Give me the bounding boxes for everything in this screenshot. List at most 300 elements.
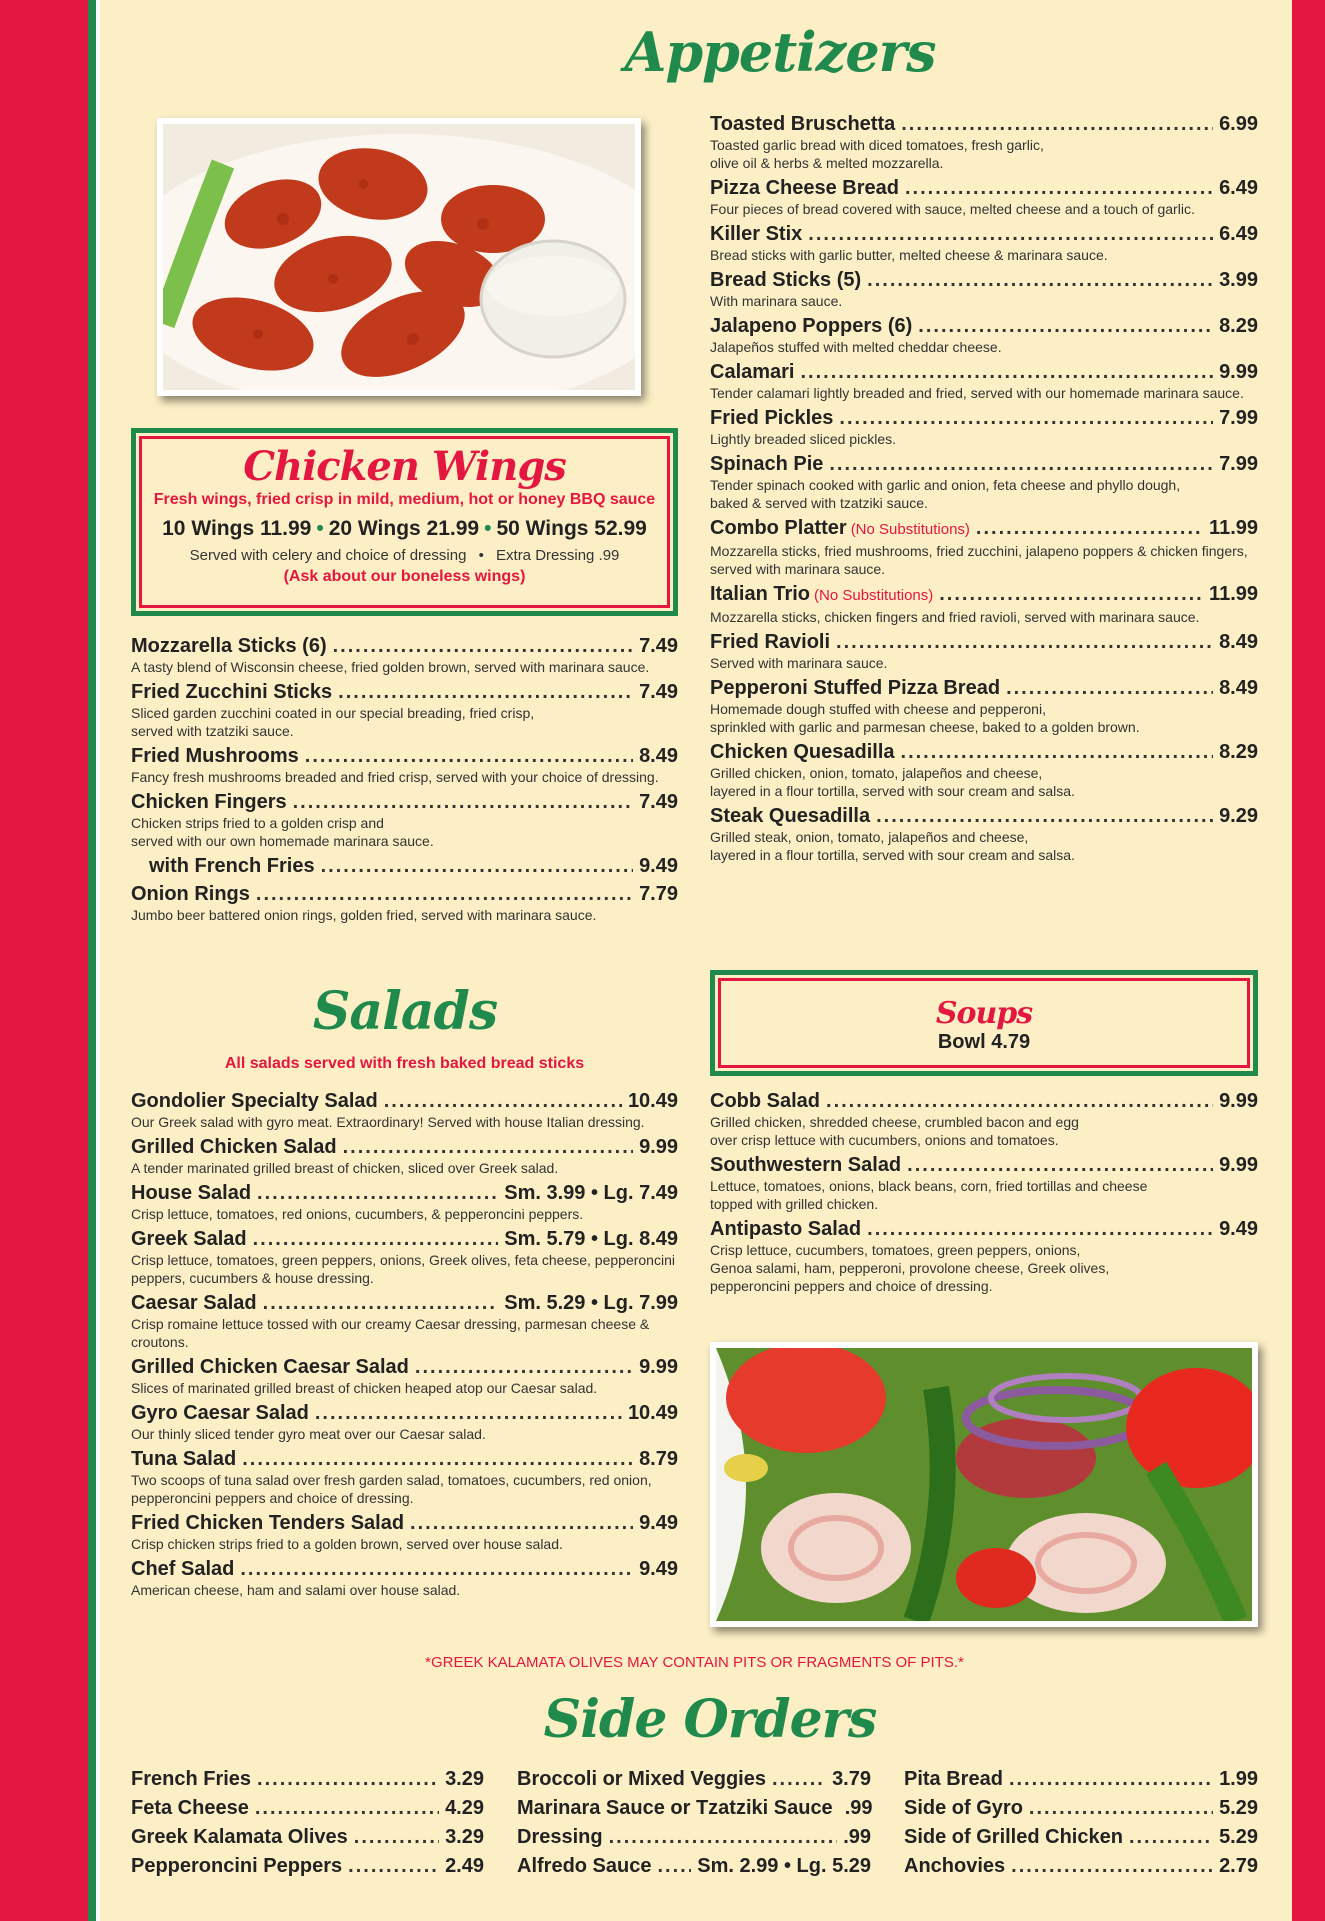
dot-leader: [939, 582, 1203, 606]
item-price: 2.49: [445, 1855, 484, 1877]
item-name: Marinara Sauce or Tzatziki Sauce: [517, 1797, 833, 1819]
menu-item-chef-salad: [131, 1557, 678, 1599]
item-price: 11.99: [1209, 583, 1258, 605]
menu-item-pita-bread: [904, 1767, 1258, 1791]
item-description: With marinara sauce.: [710, 293, 843, 309]
menu-item-row: [131, 854, 678, 878]
item-description: Tender calamari lightly breaded and fried, served with our homemade marinara sauce.: [710, 385, 1244, 401]
item-name: Broccoli or Mixed Veggies: [517, 1768, 766, 1790]
item-name: Killer Stix: [710, 223, 803, 245]
salads-right-list: [710, 1089, 1258, 1299]
menu-item-row: [710, 740, 1258, 764]
wings-subtitle: Fresh wings, fried crisp in mild, medium, hot or honey BBQ sauce: [153, 491, 656, 508]
dot-leader: [1029, 1796, 1213, 1820]
menu-item-row: [710, 804, 1258, 828]
white-border-stripe: [96, 0, 100, 1921]
item-description: Crisp lettuce, tomatoes, green peppers, onions, Greek olives, feta cheese, pepperoncini: [131, 1252, 675, 1268]
item-name: Side of Grilled Chicken: [904, 1826, 1123, 1848]
item-name: Chicken Fingers: [131, 791, 287, 813]
item-description: Jumbo beer battered onion rings, golden fried, served with marinara sauce.: [131, 907, 597, 923]
item-name: House Salad: [131, 1182, 252, 1204]
item-name: Bread Sticks (5): [710, 269, 862, 291]
item-description: Sliced garden zucchini coated in our special breading, fried crisp,: [131, 705, 535, 721]
menu-item-row: [131, 882, 678, 906]
menu-item-bread-sticks-5: [710, 268, 1258, 310]
wings-boneless-note: (Ask about our boneless wings): [283, 568, 526, 585]
dot-leader: [257, 1767, 439, 1791]
item-description: pepperoncini peppers and choice of dressing.: [710, 1278, 993, 1294]
item-price: 3.29: [445, 1826, 484, 1848]
separator-dot: •: [316, 517, 324, 540]
item-price: Sm. 2.99 • Lg. 5.29: [697, 1855, 871, 1877]
menu-item-row: [517, 1767, 871, 1791]
menu-item-cobb-salad: [710, 1089, 1258, 1149]
soups-box: [710, 970, 1258, 1076]
menu-item-row: [131, 1796, 484, 1820]
dot-leader: [384, 1089, 622, 1113]
dot-leader: [829, 452, 1213, 476]
item-price: Sm. 5.79 • Lg. 8.49: [504, 1228, 678, 1250]
item-description: sprinkled with garlic and parmesan cheese, baked to a golden brown.: [710, 719, 1140, 735]
item-price: 1.99: [1219, 1768, 1258, 1790]
dot-leader: [976, 516, 1203, 540]
item-description: Grilled steak, onion, tomato, jalapeños and cheese,: [710, 829, 1029, 845]
item-price: 8.29: [1219, 315, 1258, 337]
item-description: peppers, cucumbers & house dressing.: [131, 1270, 374, 1286]
dot-leader: [255, 1796, 439, 1820]
item-price: 10.49: [627, 1090, 678, 1112]
menu-item-antipasto-salad: [710, 1217, 1258, 1295]
item-name: French Fries: [131, 1768, 252, 1790]
item-description: A tasty blend of Wisconsin cheese, fried golden brown, served with marinara sauce.: [131, 659, 650, 675]
sides-column-1: [131, 1767, 484, 1883]
antipasto-salad-photo: [710, 1342, 1258, 1627]
dot-leader: [901, 112, 1213, 136]
salads-title: Salads: [312, 981, 498, 1042]
menu-item-row: [710, 676, 1258, 700]
dot-leader: [315, 1401, 622, 1425]
item-price: 7.49: [639, 681, 678, 703]
menu-item-dressing: [517, 1825, 871, 1849]
item-price: 7.49: [639, 791, 678, 813]
item-name: Fried Mushrooms: [131, 745, 299, 767]
dot-leader: [609, 1825, 838, 1849]
olive-pits-note: *GREEK KALAMATA OLIVES MAY CONTAIN PITS OR FRAGMENTS OF PITS.*: [425, 1654, 964, 1671]
dot-leader: [801, 360, 1214, 384]
item-price: 3.79: [832, 1768, 871, 1790]
menu-item-row: [904, 1767, 1258, 1791]
menu-item-row: [710, 1217, 1258, 1241]
item-description: pepperoncini peppers and choice of dressing.: [131, 1490, 414, 1506]
menu-item-anchovies: [904, 1854, 1258, 1878]
item-name: Steak Quesadilla: [710, 805, 871, 827]
menu-item-greek-kalamata-olives: [131, 1825, 484, 1849]
dot-leader: [867, 268, 1213, 292]
menu-item-fried-zucchini-sticks: [131, 680, 678, 740]
item-price: 8.49: [639, 745, 678, 767]
menu-item-row: [904, 1796, 1258, 1820]
menu-item-row: [710, 1089, 1258, 1113]
menu-item-french-fries: [131, 1767, 484, 1791]
item-price: Sm. 3.99 • Lg. 7.49: [504, 1182, 678, 1204]
item-name: Pizza Cheese Bread: [710, 177, 899, 199]
menu-item-combo-platter: [710, 516, 1258, 578]
sides-column-2: [517, 1767, 871, 1883]
separator-dot: •: [478, 547, 484, 564]
menu-item-broccoli-or-mixed-veggies: [517, 1767, 871, 1791]
menu-item-pepperoncini-peppers: [131, 1854, 484, 1878]
item-name: Alfredo Sauce: [517, 1855, 652, 1877]
item-price: 5.29: [1219, 1797, 1258, 1819]
item-description: Toasted garlic bread with diced tomatoes, fresh garlic,: [710, 137, 1044, 153]
menu-item-row: [904, 1854, 1258, 1878]
dot-leader: [867, 1217, 1213, 1241]
menu-item-mozzarella-sticks-6: [131, 634, 678, 676]
menu-item-grilled-chicken-salad: [131, 1135, 678, 1177]
menu-item-row: [131, 1557, 678, 1581]
item-price: 9.49: [1219, 1218, 1258, 1240]
menu-item-row: [710, 112, 1258, 136]
menu-item-calamari: [710, 360, 1258, 402]
item-name: Fried Ravioli: [710, 631, 831, 653]
menu-item-fried-pickles: [710, 406, 1258, 448]
item-description: served with tzatziki sauce.: [131, 723, 294, 739]
item-price: 9.99: [1219, 1090, 1258, 1112]
item-description: Genoa salami, ham, pepperoni, provolone cheese, Greek olives,: [710, 1260, 1110, 1276]
item-name: Calamari: [710, 361, 795, 383]
item-price: 7.79: [639, 883, 678, 905]
item-description: Crisp lettuce, tomatoes, red onions, cucumbers, & pepperoncini peppers.: [131, 1206, 584, 1222]
menu-item-row: [710, 1153, 1258, 1177]
item-name: Combo Platter: [710, 517, 847, 539]
dot-leader: [333, 634, 633, 658]
item-description: Served with marinara sauce.: [710, 655, 888, 671]
dot-leader: [415, 1355, 633, 1379]
menu-item-row: [517, 1854, 871, 1878]
item-name: Fried Pickles: [710, 407, 834, 429]
item-name: Greek Salad: [131, 1228, 247, 1250]
menu-item-row: [131, 680, 678, 704]
item-price: 8.79: [639, 1448, 678, 1470]
item-price: 10.49: [627, 1402, 678, 1424]
menu-item-spinach-pie: [710, 452, 1258, 512]
item-name: Fried Chicken Tenders Salad: [131, 1512, 405, 1534]
dot-leader: [907, 1153, 1213, 1177]
item-description: baked & served with tzatziki sauce.: [710, 495, 928, 511]
menu-item-side-of-gyro: [904, 1796, 1258, 1820]
menu-item-grilled-chicken-caesar-salad: [131, 1355, 678, 1397]
item-price: 2.79: [1219, 1855, 1258, 1877]
menu-item-row: [710, 630, 1258, 654]
dot-leader: [240, 1557, 633, 1581]
item-note: (No Substitutions): [850, 521, 970, 538]
item-price: 8.49: [1219, 631, 1258, 653]
menu-item-tuna-salad: [131, 1447, 678, 1507]
menu-item-row: [131, 1511, 678, 1535]
menu-item-feta-cheese: [131, 1796, 484, 1820]
wings-served-with: [136, 547, 673, 564]
item-name: Italian Trio: [710, 583, 811, 605]
dot-leader: [876, 804, 1213, 828]
item-name: Spinach Pie: [710, 453, 824, 475]
wings-50-price: 50 Wings 52.99: [496, 517, 647, 540]
dot-leader: [257, 1181, 498, 1205]
item-description: served with our own homemade marinara sauce.: [131, 833, 434, 849]
item-name: Toasted Bruschetta: [710, 113, 896, 135]
wings-10-price: 10 Wings 11.99: [162, 517, 312, 540]
item-price: 6.49: [1219, 223, 1258, 245]
menu-item-side-of-grilled-chicken: [904, 1825, 1258, 1849]
item-name: Chicken Quesadilla: [710, 741, 895, 763]
menu-item-southwestern-salad: [710, 1153, 1258, 1213]
item-description: Jalapeños stuffed with melted cheddar cheese.: [710, 339, 1002, 355]
item-description: over crisp lettuce with cucumbers, onions and tomatoes.: [710, 1132, 1059, 1148]
item-note: (No Substitutions): [814, 587, 934, 604]
menu-item-gyro-caesar-salad: [131, 1401, 678, 1443]
item-description: A tender marinated grilled breast of chicken, sliced over Greek salad.: [131, 1160, 559, 1176]
menu-item-row: [131, 634, 678, 658]
item-name: Fried Zucchini Sticks: [131, 681, 333, 703]
item-price: Sm. 5.29 • Lg. 7.99: [504, 1292, 678, 1314]
menu-item-row: [131, 1401, 678, 1425]
item-description: Grilled chicken, shredded cheese, crumbled bacon and egg: [710, 1114, 1079, 1130]
dot-leader: [839, 406, 1213, 430]
dot-leader: [305, 744, 633, 768]
item-price: .99: [844, 1797, 873, 1819]
item-price: 9.99: [639, 1136, 678, 1158]
item-price: 3.99: [1219, 269, 1258, 291]
menu-item-house-salad: [131, 1181, 678, 1223]
menu-item-killer-stix: [710, 222, 1258, 264]
item-price: 9.49: [639, 855, 678, 877]
menu-item-row: [517, 1825, 871, 1849]
menu-item-toasted-bruschetta: [710, 112, 1258, 172]
menu-item-onion-rings: [131, 882, 678, 924]
item-description: Our Greek salad with gyro meat. Extraordinary! Served with house Italian dressing.: [131, 1114, 645, 1130]
dot-leader: [918, 314, 1213, 338]
chicken-wings-title: Chicken Wings: [243, 443, 566, 490]
item-name: Gyro Caesar Salad: [131, 1402, 309, 1424]
item-price: .99: [843, 1826, 871, 1848]
appetizers-left-list: [131, 634, 678, 928]
item-name: Grilled Chicken Salad: [131, 1136, 337, 1158]
dot-leader: [905, 176, 1213, 200]
wings-extra-dressing: Extra Dressing .99: [496, 547, 620, 564]
item-price: 9.49: [639, 1558, 678, 1580]
soups-title: Soups: [935, 996, 1033, 1031]
item-price: 7.49: [639, 635, 678, 657]
item-name: Anchovies: [904, 1855, 1006, 1877]
item-description: Slices of marinated grilled breast of chicken heaped atop our Caesar salad.: [131, 1380, 598, 1396]
menu-item-chicken-fingers: [131, 790, 678, 850]
item-price: 9.29: [1219, 805, 1258, 827]
dot-leader: [263, 1291, 499, 1315]
item-price: 9.49: [639, 1512, 678, 1534]
item-name: Mozzarella Sticks (6): [131, 635, 327, 657]
separator-dot: •: [484, 517, 492, 540]
menu-item-row: [710, 360, 1258, 384]
menu-item-row: [131, 1089, 678, 1113]
menu-item-row: [710, 452, 1258, 476]
menu-item-row: [710, 406, 1258, 430]
item-name: Chef Salad: [131, 1558, 235, 1580]
dot-leader: [293, 790, 633, 814]
menu-item-fried-ravioli: [710, 630, 1258, 672]
menu-item-row: [904, 1825, 1258, 1849]
item-description: Fancy fresh mushrooms breaded and fried crisp, served with your choice of dressing.: [131, 769, 659, 785]
menu-item-chicken-quesadilla: [710, 740, 1258, 800]
item-price: 9.99: [639, 1356, 678, 1378]
menu-item-row: [131, 1181, 678, 1205]
item-name: Jalapeno Poppers (6): [710, 315, 913, 337]
menu-item-row: [131, 744, 678, 768]
appetizers-right-list: [710, 112, 1258, 868]
item-description: Bread sticks with garlic butter, melted cheese & marinara sauce.: [710, 247, 1108, 263]
item-description: Crisp romaine lettuce tossed with our creamy Caesar dressing, parmesan cheese & croutons.: [131, 1316, 650, 1350]
item-name: Pepperoni Stuffed Pizza Bread: [710, 677, 1001, 699]
menu-item-row: [131, 1355, 678, 1379]
menu-item-fried-chicken-tenders-salad: [131, 1511, 678, 1553]
item-description: Chicken strips fried to a golden crisp and: [131, 815, 384, 831]
menu-item-marinara-sauce-or-tzatziki-sauce: [517, 1796, 871, 1820]
dot-leader: [657, 1854, 691, 1878]
menu-item-greek-salad: [131, 1227, 678, 1287]
menu-item-row: [710, 516, 1258, 542]
item-price: 3.29: [445, 1768, 484, 1790]
menu-item-jalapeno-poppers-6: [710, 314, 1258, 356]
item-name: Onion Rings: [131, 883, 250, 905]
dot-leader: [1011, 1854, 1213, 1878]
item-name: Antipasto Salad: [710, 1218, 862, 1240]
item-name: Southwestern Salad: [710, 1154, 902, 1176]
item-description: Crisp chicken strips fried to a golden brown, served over house salad.: [131, 1536, 563, 1552]
salads-left-list: [131, 1089, 678, 1603]
wings-served-text: Served with celery and choice of dressing: [189, 547, 467, 564]
side-orders-title: Side Orders: [543, 1689, 877, 1750]
wings-20-price: 20 Wings 21.99: [328, 517, 480, 540]
item-name: Greek Kalamata Olives: [131, 1826, 348, 1848]
menu-item-row: [710, 222, 1258, 246]
dot-leader: [1006, 676, 1213, 700]
menu-item-row: [517, 1796, 871, 1820]
dot-leader: [343, 1135, 633, 1159]
item-name: Gondolier Specialty Salad: [131, 1090, 378, 1112]
menu-item-row: [710, 314, 1258, 338]
chicken-wings-photo: [157, 118, 641, 396]
item-description: Two scoops of tuna salad over fresh garden salad, tomatoes, cucumbers, red onion,: [131, 1472, 652, 1488]
item-price: 7.99: [1219, 407, 1258, 429]
item-name: Pita Bread: [904, 1768, 1003, 1790]
dot-leader: [1009, 1767, 1213, 1791]
item-name: Caesar Salad: [131, 1292, 257, 1314]
dot-leader: [836, 630, 1213, 654]
item-name: Feta Cheese: [131, 1797, 249, 1819]
item-description: Mozzarella sticks, fried mushrooms, fried zucchini, jalapeno poppers & chicken fingers,: [710, 543, 1248, 559]
salads-subtitle: All salads served with fresh baked bread sticks: [224, 1055, 585, 1072]
item-description: Homemade dough stuffed with cheese and pepperoni,: [710, 701, 1046, 717]
dot-leader: [253, 1227, 499, 1251]
item-price: 4.29: [445, 1797, 484, 1819]
dot-leader: [772, 1767, 826, 1791]
dot-leader: [808, 222, 1213, 246]
menu-item-italian-trio: [710, 582, 1258, 626]
item-description: Lightly breaded sliced pickles.: [710, 431, 896, 447]
menu-item-row: [131, 790, 678, 814]
menu-item-row: [710, 582, 1258, 608]
item-description: topped with grilled chicken.: [710, 1196, 879, 1212]
item-description: olive oil & herbs & melted mozzarella.: [710, 155, 944, 171]
chicken-wings-box: [131, 428, 678, 616]
dot-leader: [354, 1825, 439, 1849]
menu-item-row: [131, 1291, 678, 1315]
menu-item-caesar-salad: [131, 1291, 678, 1351]
sides-column-3: [904, 1767, 1258, 1883]
item-price: 6.49: [1219, 177, 1258, 199]
menu-item-row: [131, 1135, 678, 1159]
dot-leader: [826, 1089, 1213, 1113]
green-border-stripe: [88, 0, 96, 1921]
item-description: Our thinly sliced tender gyro meat over our Caesar salad.: [131, 1426, 486, 1442]
item-name: Dressing: [517, 1826, 603, 1848]
menu-item-pizza-cheese-bread: [710, 176, 1258, 218]
item-name: Cobb Salad: [710, 1090, 821, 1112]
dot-leader: [1129, 1825, 1213, 1849]
menu-item-row: [131, 1854, 484, 1878]
item-description: layered in a flour tortilla, served with sour cream and salsa.: [710, 847, 1075, 863]
item-price: 11.99: [1209, 517, 1258, 539]
item-name: Side of Gyro: [904, 1797, 1023, 1819]
menu-item-steak-quesadilla: [710, 804, 1258, 864]
menu-item-fried-mushrooms: [131, 744, 678, 786]
item-price: 6.99: [1219, 113, 1258, 135]
wings-prices: [136, 517, 673, 541]
appetizers-title: Appetizers: [624, 20, 936, 84]
item-description: Mozzarella sticks, chicken fingers and fried ravioli, served with marinara sauce.: [710, 609, 1200, 625]
dot-leader: [410, 1511, 633, 1535]
item-name: Pepperoncini Peppers: [131, 1855, 343, 1877]
menu-item-alfredo-sauce: [517, 1854, 871, 1878]
dot-leader: [321, 854, 633, 878]
item-description: layered in a flour tortilla, served with sour cream and salsa.: [710, 783, 1075, 799]
dot-leader: [256, 882, 633, 906]
dot-leader: [348, 1854, 439, 1878]
menu-item-with-french-fries: [131, 854, 678, 878]
item-price: 8.49: [1219, 677, 1258, 699]
item-price: 5.29: [1219, 1826, 1258, 1848]
menu-item-row: [131, 1447, 678, 1471]
item-description: Lettuce, tomatoes, onions, black beans, corn, fried tortillas and cheese: [710, 1178, 1148, 1194]
menu-item-row: [131, 1227, 678, 1251]
item-description: Four pieces of bread covered with sauce, melted cheese and a touch of garlic.: [710, 201, 1195, 217]
item-price: 9.99: [1219, 361, 1258, 383]
dot-leader: [338, 680, 633, 704]
item-name: with French Fries: [149, 855, 315, 877]
item-description: American cheese, ham and salami over house salad.: [131, 1582, 461, 1598]
item-price: 9.99: [1219, 1154, 1258, 1176]
dot-leader: [901, 740, 1214, 764]
item-price: 8.29: [1219, 741, 1258, 763]
item-description: Grilled chicken, onion, tomato, jalapeños and cheese,: [710, 765, 1043, 781]
menu-item-pepperoni-stuffed-pizza-bread: [710, 676, 1258, 736]
item-description: Crisp lettuce, cucumbers, tomatoes, green peppers, onions,: [710, 1242, 1081, 1258]
item-description: Tender spinach cooked with garlic and onion, feta cheese and phyllo dough,: [710, 477, 1181, 493]
menu-item-row: [710, 268, 1258, 292]
item-description: served with marinara sauce.: [710, 561, 886, 577]
menu-item-gondolier-specialty-salad: [131, 1089, 678, 1131]
dot-leader: [242, 1447, 633, 1471]
soups-bowl-price: Bowl 4.79: [937, 1031, 1031, 1053]
item-name: Tuna Salad: [131, 1448, 237, 1470]
